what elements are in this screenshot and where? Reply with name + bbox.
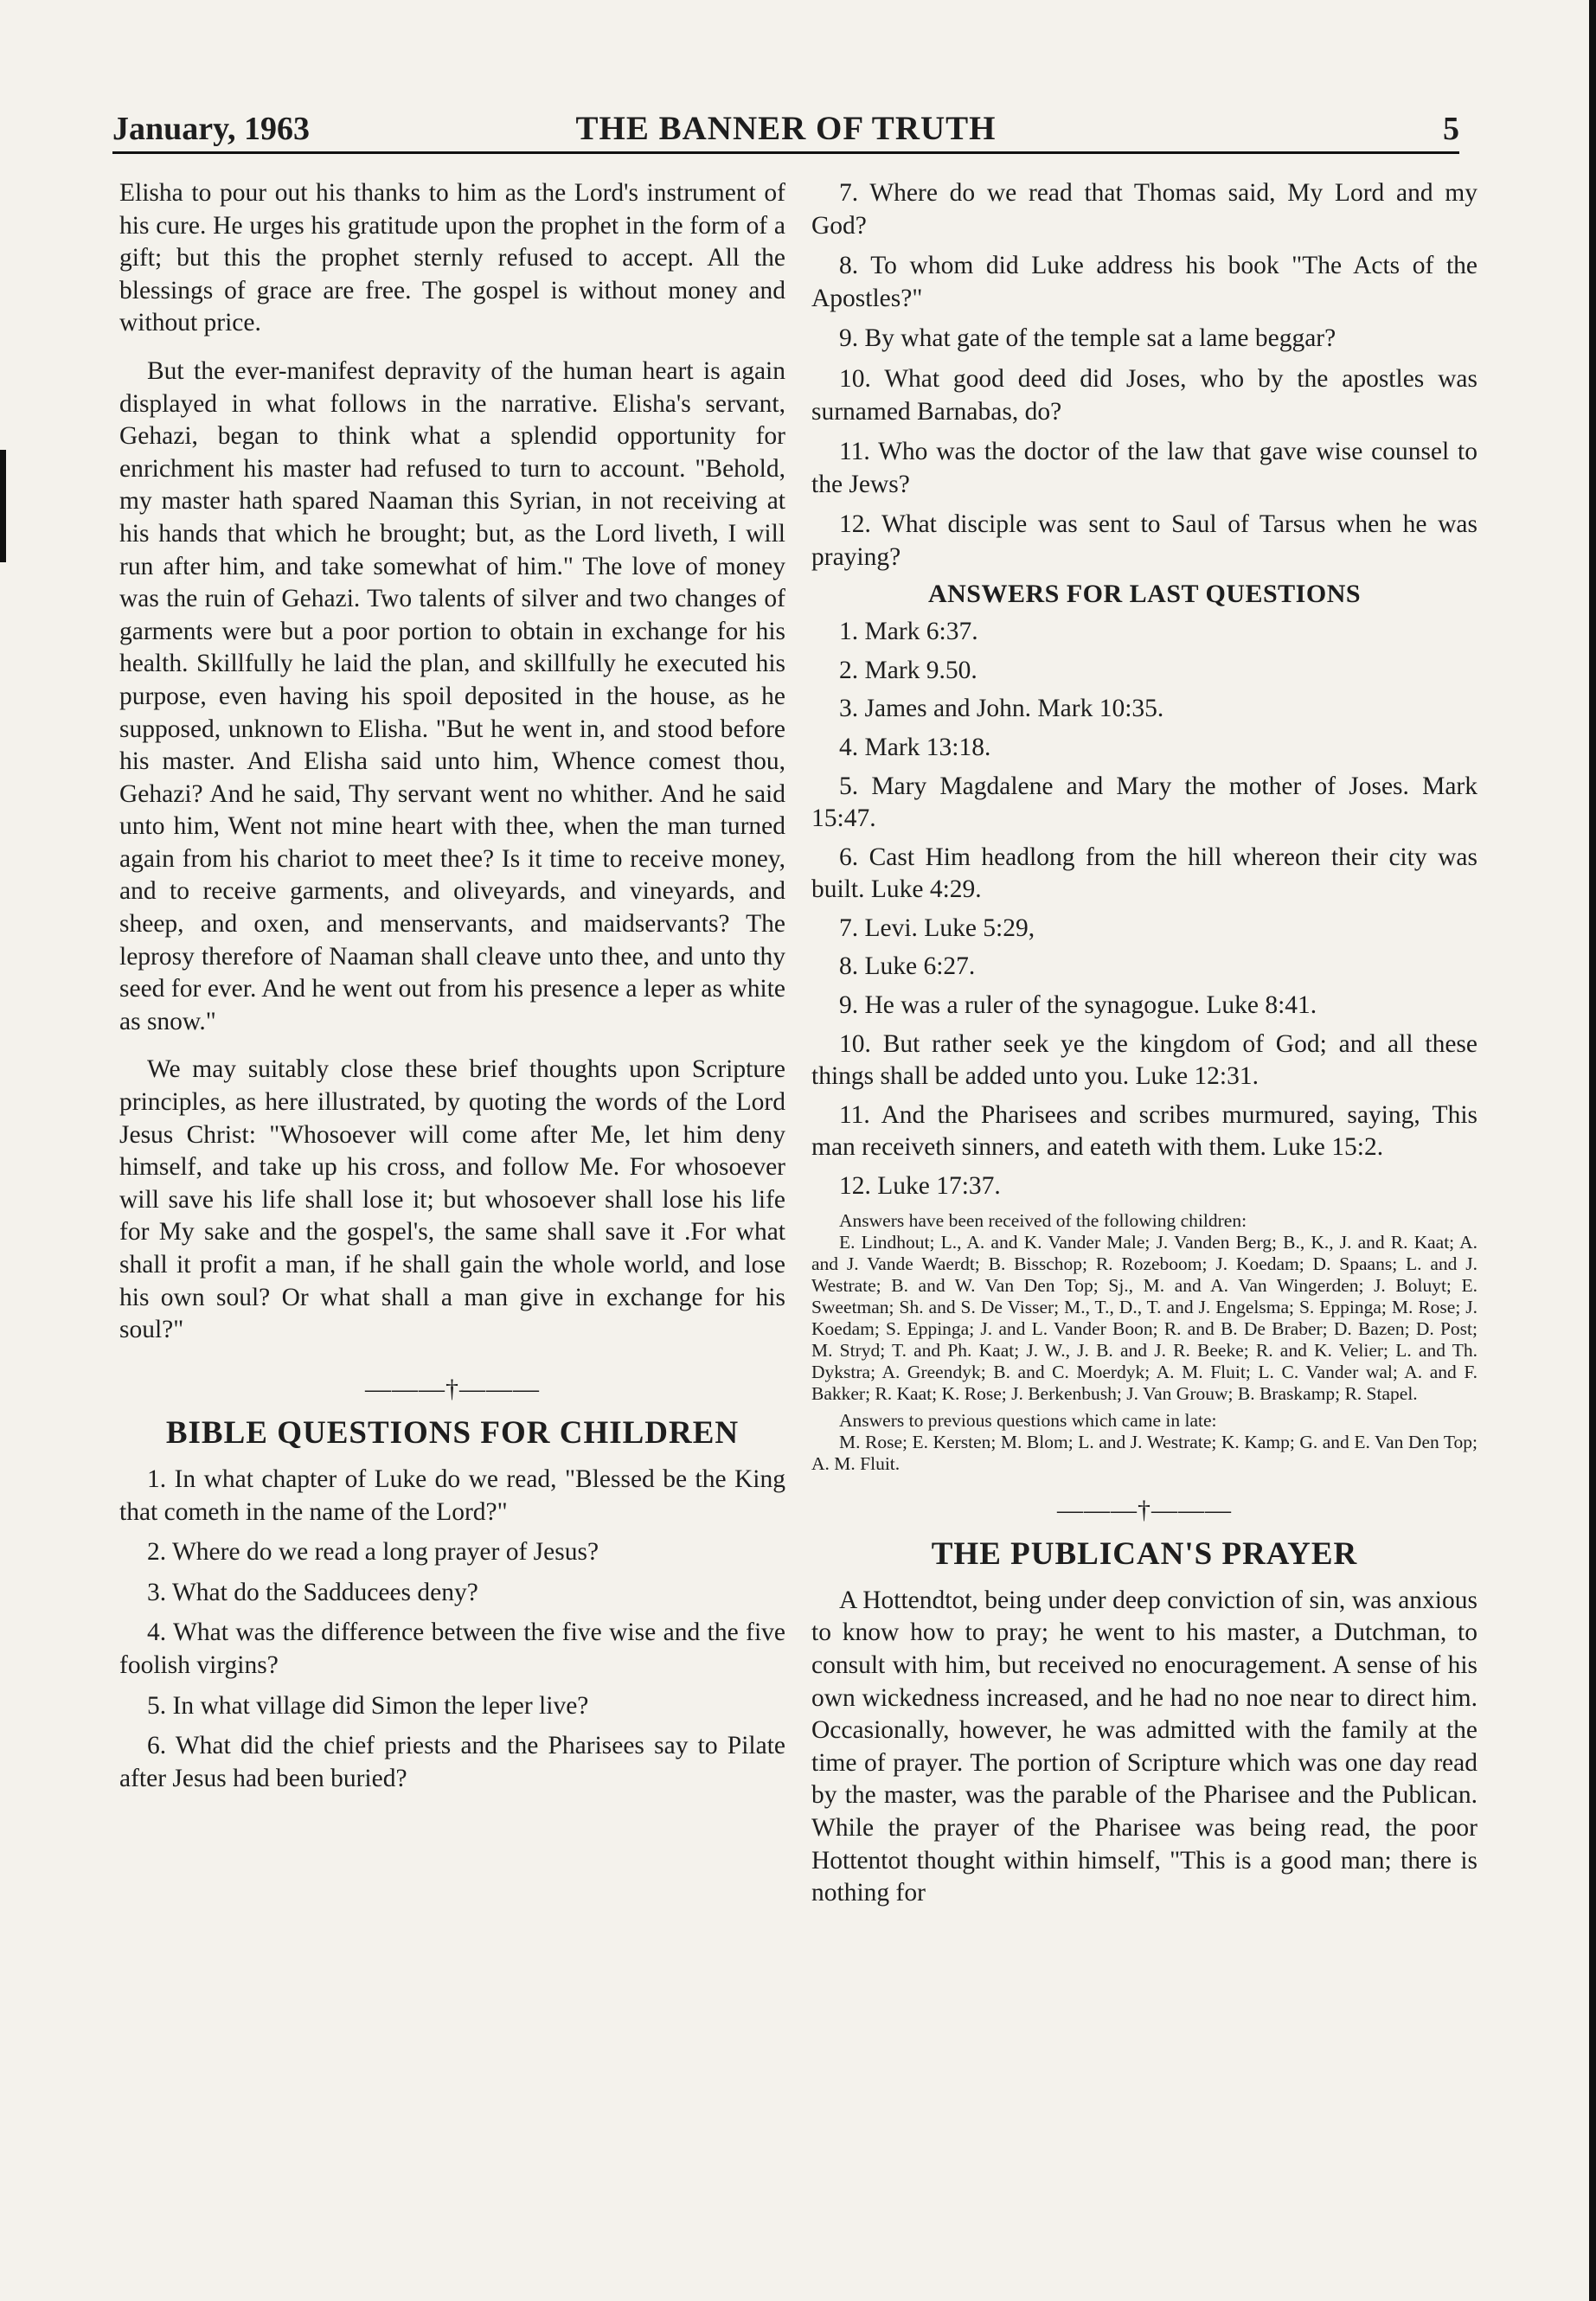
answer-item: 7. Levi. Luke 5:29, <box>839 913 1035 942</box>
prayer-paragraph: A Hottendtot, being under deep conviction of sin, was anxious to know how to pray; he went to his master, a Dutchman, to consult with him, but received no enocuragement. A sense of his own wickedness increased, and he had no noe near to direct him. Occasionally, however, he was admitted with the family at the time of prayer. The portion of Scripture which was one day read by the master, was the parable of the Pharisee and the Publican. While the prayer of the Pharisee was being read, the poor Hottentot thought within himself, "This is a good man; there is nothing for <box>811 1586 1477 1907</box>
received-intro: Answers have been received of the following children: <box>839 1209 1247 1231</box>
received-names: E. Lindhout; L., A. and K. Vander Male; J. Vanden Berg; B., K., J. and R. Kaat; A. and J. Vande Waerdt; B. Bisschop; R. Rozeboom; J. Koedam; D. Spaans; L. and J. Westrate; B. and W. Van Den Top; Sj., M. and A. Van Wingerden; J. Boluyt; E. Sweetman; Sh. and S. De Visser; M., T., D., T. and J. Engelsma; S. Eppinga; M. Rose; J. Koedam; S. Eppinga; J. and L. Vander Boon; R. and B. De Braber; D. Bazen; D. Post; M. Stryd; T. and Ph. Kaat; J. W., J. B. and J. R. Beeke; R. and K. Velier; L. and Th. Dykstra; A. Greendyk; B. and C. Moerdyk; A. M. Fluit; L. C. Vander wal; A. and F. Bakker; R. Kaat; K. Rose; J. Berkenbush; J. Van Grouw; B. Braskamp; R. Stapel. <box>811 1231 1477 1404</box>
article-paragraph: We may suitably close these brief thoughts upon Scripture principles, as here illustrated, by quoting the words of the Lord Jesus Christ: "Whosoever will come after Me, let him deny himself, and take up his cross, and follow Me. For whosoever will save his life shall lose it; but whosoever shall lose his life for My sake and the gospel's, the same shall save it .For what shall it profit a man, if he shall gain the whole world, and lose his own soul? Or what shall a man give in exchange for his soul?" <box>119 1055 785 1344</box>
late-intro: Answers to previous questions which came in late: <box>839 1409 1217 1431</box>
publication-title: THE BANNER OF TRUTH <box>575 110 997 147</box>
answer-item: 1. Mark 6:37. <box>839 618 978 646</box>
answer-item: 9. He was a ruler of the synagogue. Luke 8:41. <box>839 991 1317 1020</box>
answer-item: 4. Mark 13:18. <box>839 733 991 761</box>
answer-item: 2. Mark 9.50. <box>839 656 977 684</box>
bible-questions-heading: BIBLE QUESTIONS FOR CHILDREN <box>165 1415 740 1452</box>
question-item: 7. Where do we read that Thomas said, My Lord and my God? <box>811 179 1477 240</box>
question-item: 2. Where do we read a long prayer of Jesus? <box>147 1538 599 1567</box>
section-divider: ———†——— <box>1057 1495 1232 1524</box>
question-item: 9. By what gate of the temple sat a lame beggar? <box>839 324 1336 353</box>
answer-item: 11. And the Pharisees and scribes murmured, saying, This man receiveth sinners, and eateth with them. Luke 15:2. <box>811 1100 1477 1162</box>
answer-item: 6. Cast Him headlong from the hill whereon their city was built. Luke 4:29. <box>811 843 1477 904</box>
answers-heading: ANSWERS FOR LAST QUESTIONS <box>927 579 1362 608</box>
running-header <box>112 108 1459 154</box>
article-paragraph: But the ever-manifest depravity of the human heart is again displayed in what follows in the narrative. Elisha's servant, Gehazi, began to think what a splendid opportunity for enrichment his master had refused to turn to account. "Behold, my master hath spared Naaman this Syrian, in not receiving at his hands that which he brought; but, as the Lord liveth, I will run after him, and take somewhat of him." The love of money was the ruin of Gehazi. Two talents of silver and two changes of garments were but a poor portion to obtain in exchange for his health. Skillfully he laid the plan, and skillfully he executed his purpose, even having his spoil deposited in the house, as he supposed, unknown to Elisha. "But he went in, and stood before his master. And Elisha said unto him, Whence comest thou, Gehazi? And he said, Thy servant went no whither. And he said unto him, Went not mine heart with thee, when the man turned again from his chariot to meet thee? Is it time to receive money, and to receive garments, and oliveyards, and vineyards, and sheep, and oxen, and menservants, and maidservants? The leprosy therefore of Naaman shall cleave unto thee, and unto thy seed for ever. And he went out from his presence a leper as white as snow." <box>119 356 785 1035</box>
article-paragraph: Elisha to pour out his thanks to him as the Lord's instrument of his cure. He urges his gratitude upon the prophet in the form of a gift; but this the prophet sternly refused to accept. All the blessings of grace are free. The gospel is without money and without price. <box>119 179 785 337</box>
answer-item: 3. James and John. Mark 10:35. <box>839 695 1164 723</box>
answer-item: 10. But rather seek ye the kingdom of God; and all these things shall be added unto you. Luke 12:31. <box>811 1029 1477 1091</box>
question-item: 1. In what chapter of Luke do we read, "Blessed be the King that cometh in the name of the Lord?" <box>119 1465 785 1526</box>
question-item: 3. What do the Sadducees deny? <box>147 1578 478 1606</box>
question-item: 4. What was the difference between the five wise and the five foolish virgins? <box>119 1618 785 1679</box>
late-names: M. Rose; E. Kersten; M. Blom; L. and J. Westrate; K. Kamp; G. and E. Van Den Top; A. M. Fluit. <box>811 1431 1477 1474</box>
section-divider: ———†——— <box>365 1374 540 1403</box>
right-column <box>811 177 1477 1910</box>
answer-item: 8. Luke 6:27. <box>839 952 976 981</box>
question-item: 5. In what village did Simon the leper live? <box>147 1691 589 1720</box>
question-item: 10. What good deed did Joses, who by the apostles was surnamed Barnabas, do? <box>811 364 1477 426</box>
left-column <box>119 177 785 1795</box>
answer-item: 12. Luke 17:37. <box>839 1172 1001 1201</box>
question-item: 8. To whom did Luke address his book "The Acts of the Apostles?" <box>811 252 1477 312</box>
question-item: 12. What disciple was sent to Saul of Tarsus when he was praying? <box>811 510 1477 571</box>
question-item: 11. Who was the doctor of the law that gave wise counsel to the Jews? <box>811 438 1477 498</box>
publican-prayer-heading: THE PUBLICAN'S PRAYER <box>931 1536 1358 1573</box>
issue-date: January, 1963 <box>112 111 311 147</box>
answer-item: 5. Mary Magdalene and Mary the mother of Joses. Mark 15:47. <box>811 772 1477 833</box>
scan-edge-mark <box>0 450 6 562</box>
question-item: 6. What did the chief priests and the Pharisees say to Pilate after Jesus had been buried? <box>119 1732 785 1792</box>
page-number: 5 <box>1443 111 1459 147</box>
